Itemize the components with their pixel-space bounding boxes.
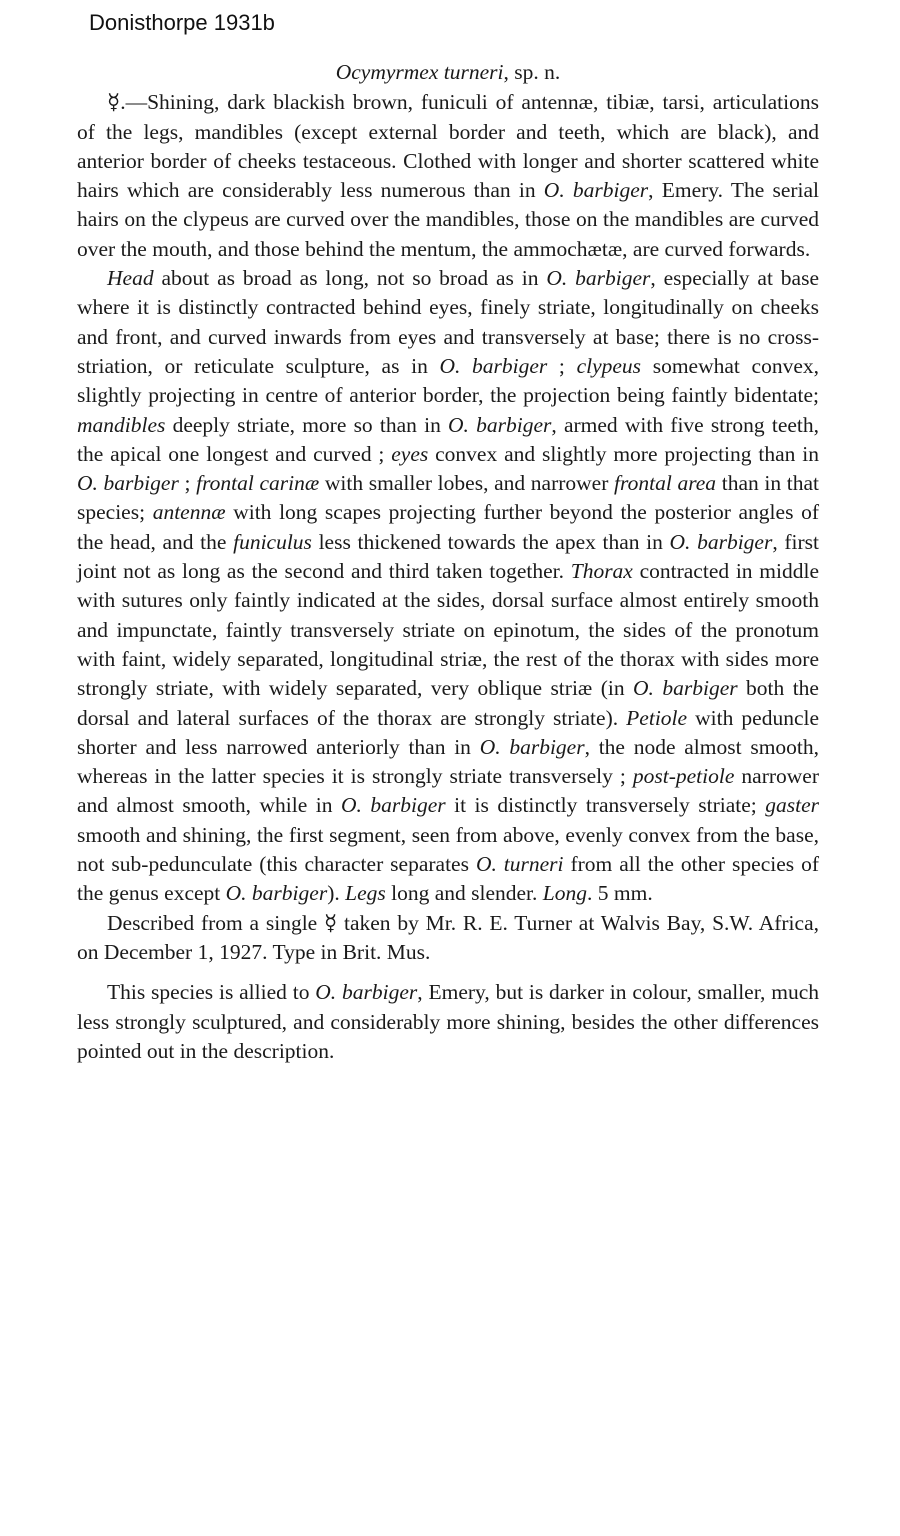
- italic-term: O. barbiger: [77, 471, 179, 496]
- text-run: from all the other species of the genus except: [77, 852, 820, 906]
- italic-term: mandibles: [77, 412, 166, 437]
- species-suffix: , sp. n.: [503, 60, 561, 84]
- italic-term: gaster: [765, 793, 819, 818]
- text-run: with smaller lobes, and narrower: [319, 471, 615, 496]
- italic-term: O. barbiger: [669, 529, 773, 554]
- citation-label: Donisthorpe 1931b: [89, 10, 275, 35]
- text-run: with long scapes projecting further beyond the posterior angles of the head, and the: [77, 500, 819, 554]
- italic-term: O. barbiger: [439, 353, 548, 378]
- italic-term: Legs: [345, 881, 386, 906]
- italic-term: Head: [107, 266, 154, 291]
- text-run: less thickened towards the apex than in: [311, 529, 670, 554]
- species-name: Ocymyrmex turneri: [335, 60, 504, 84]
- italic-term: O. barbiger: [340, 793, 446, 818]
- italic-term: O. barbiger: [315, 980, 418, 1005]
- italic-term: Thorax: [570, 559, 633, 584]
- text-run: smooth and shining, the first segment, seen from above, evenly convex from the base, not sub-pedunculate (this character separates: [77, 822, 819, 877]
- text-run: contracted in middle with sutures only faintly indicated at the sides, dorsal surface almost entirely smooth and impunctate, faintly transversely striate on epinotum, the sides of the pronotum with faint, widely separated, longitudinal striæ, the rest of the thorax with sides more strongly striate, with widely separated, very oblique striæ (in: [77, 559, 819, 701]
- text-run: , armed with five strong teeth, the apical one longest and curved ;: [77, 412, 820, 466]
- text-run: , Emery, but is darker in colour, smaller, much less strongly sculptured, and considerably more shining, besides the other differences pointed out in the description.: [77, 980, 819, 1063]
- text-run: , especially at base where it is distinctly contracted behind eyes, finely striate, longitudinally on cheeks and front, and curved inwards from eyes and transversely at base; there is no cross-striation, or reticulate sculpture, as in: [77, 266, 819, 378]
- text-run: , Emery. The serial hairs on the clypeus are curved over the mandibles, those on the mandibles are curved over the mouth, and those behind the mentum, the ammochætæ, are curved forwards.: [77, 178, 820, 261]
- italic-term: O. barbiger: [543, 178, 649, 203]
- italic-term: Long: [542, 881, 587, 906]
- text-run: . 5 mm.: [587, 881, 653, 906]
- text-run: with peduncle shorter and less narrowed anteriorly than in: [77, 705, 819, 759]
- text-run: ☿.—Shining, dark blackish brown, funiculi of antennæ, tibiæ, tarsi, articulations of the legs, mandibles (except external border and teeth, which are black), and anterior border of cheeks testaceous. Clothed with longer and shorter scattered white hairs which are considerably less numerous than in: [77, 90, 819, 203]
- text-run: than in that species;: [77, 471, 820, 525]
- italic-term: eyes: [391, 441, 429, 466]
- text-run: , the node almost smooth, whereas in the latter species it is strongly striate transversely ;: [77, 734, 820, 789]
- italic-term: O. barbiger: [633, 676, 738, 701]
- text-run: somewhat convex, slightly projecting in centre of anterior border, the projection being faintly bidentate;: [77, 353, 819, 408]
- text-run: ;: [178, 471, 197, 496]
- paragraph-morphology: [77, 264, 819, 909]
- text-run: narrower and almost smooth, while in: [77, 764, 819, 818]
- italic-term: O. barbiger: [479, 734, 585, 759]
- italic-term: clypeus: [576, 353, 642, 378]
- text-run: about as broad as long, not so broad as in: [153, 266, 547, 291]
- paragraph-type-locality: [77, 909, 819, 968]
- italic-term: O. barbiger: [546, 266, 651, 291]
- document-page: [77, 58, 819, 1066]
- text-run: ).: [327, 881, 346, 906]
- italic-term: funiculus: [233, 529, 312, 554]
- italic-term: O. barbiger: [448, 412, 552, 437]
- italic-term: frontal carinæ: [196, 471, 320, 496]
- species-title: [77, 58, 819, 87]
- text-run: ;: [547, 353, 577, 378]
- italic-term: antennæ: [152, 500, 226, 525]
- text-run: deeply striate, more so than in: [165, 412, 449, 437]
- paragraph-description: [77, 88, 819, 264]
- text-run: convex and slightly more projecting than in: [428, 441, 819, 466]
- italic-term: Petiole: [626, 705, 688, 730]
- text-run: This species is allied to: [107, 980, 316, 1005]
- paragraph-remarks: [77, 978, 819, 1066]
- italic-term: O. barbiger: [225, 881, 328, 906]
- text-run: it is distinctly transversely striate;: [445, 793, 766, 818]
- italic-term: frontal area: [614, 471, 717, 496]
- text-run: , first joint not as long as the second and third taken together.: [77, 529, 819, 584]
- italic-term: post-petiole: [632, 764, 735, 789]
- text-run: long and slender.: [385, 881, 543, 906]
- text-run: both the dorsal and lateral surfaces of the thorax are strongly striate).: [77, 676, 819, 730]
- italic-term: O. turneri: [475, 852, 564, 877]
- text-run: Described from a single ☿ taken by Mr. R. E. Turner at Walvis Bay, S.W. Africa, on December 1, 1927. Type in Brit. Mus.: [77, 910, 819, 964]
